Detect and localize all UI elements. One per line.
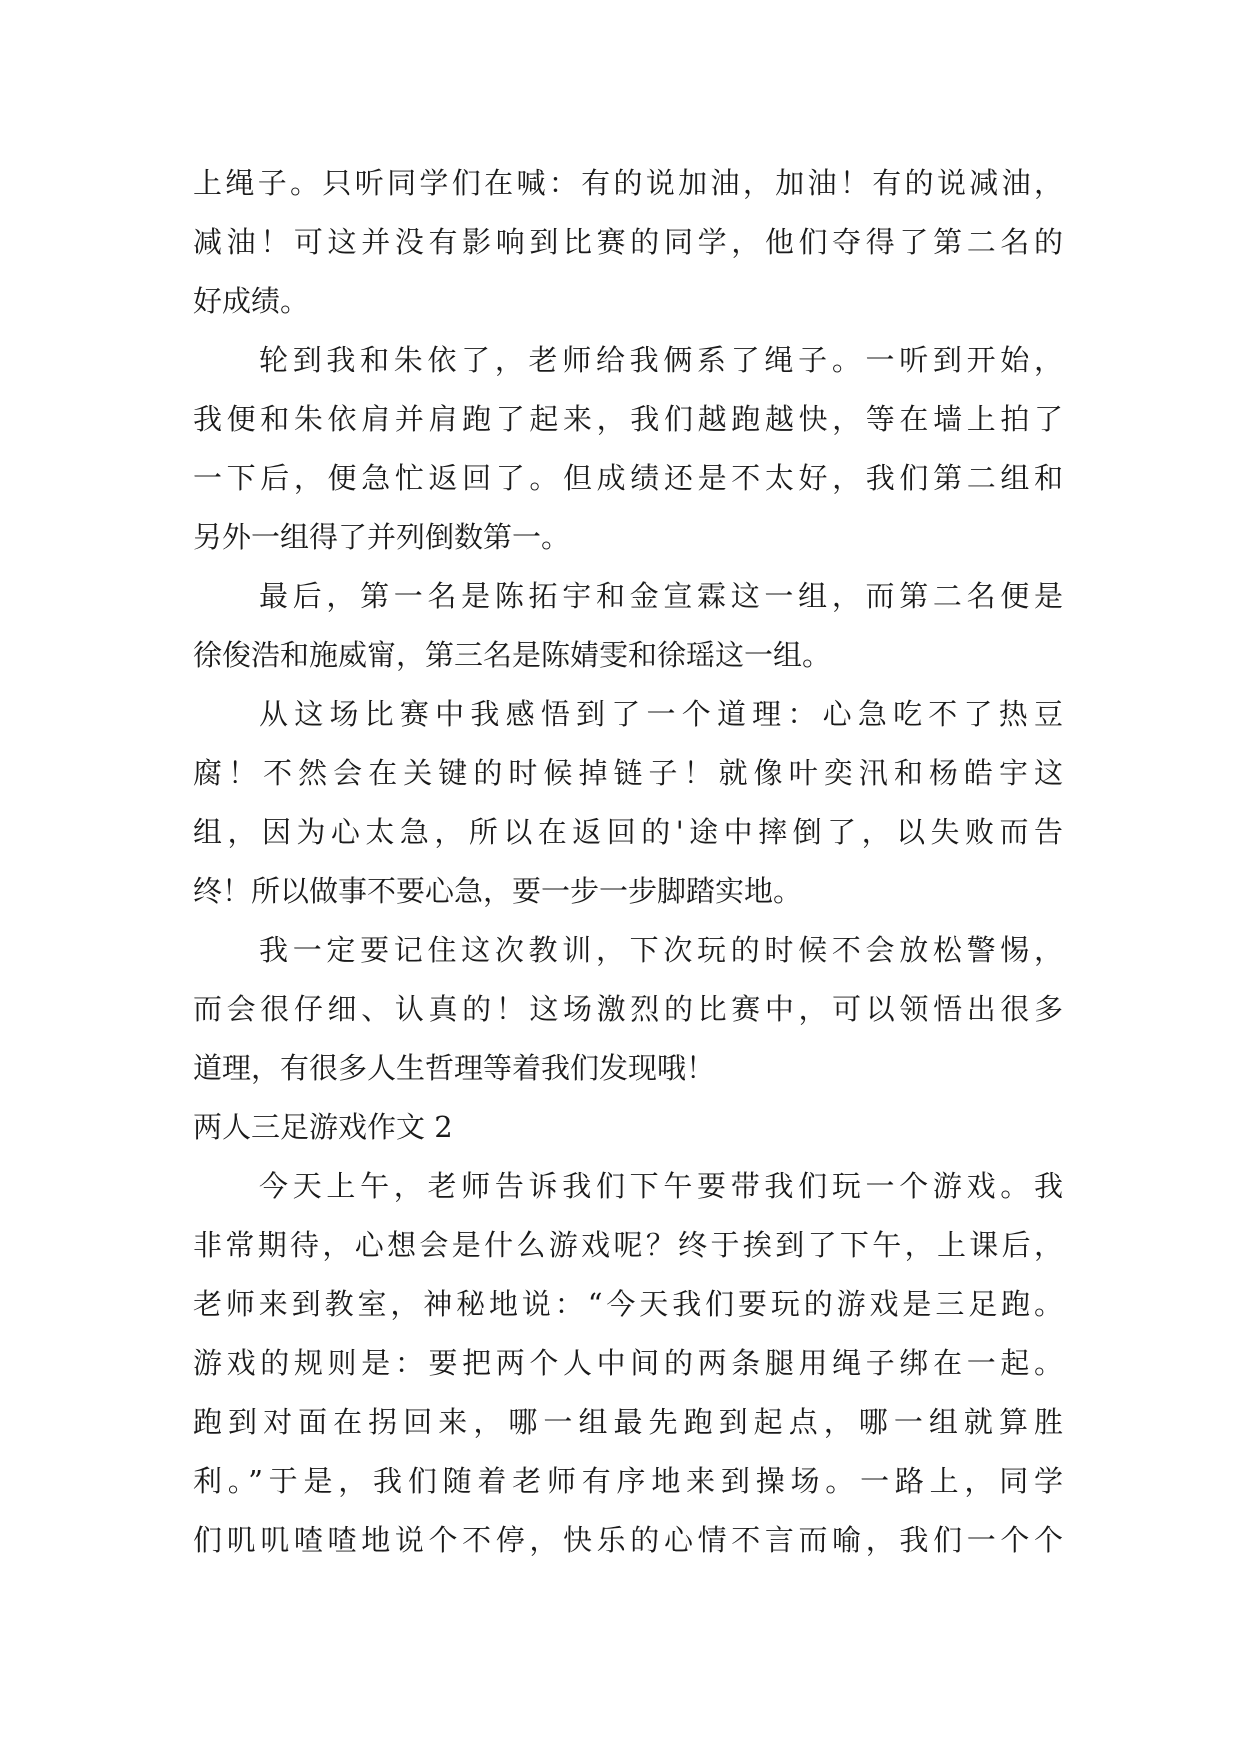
text-line: 减油！可这并没有影响到比赛的同学，他们夺得了第二名的 [193,225,1063,259]
text-line: 最后，第一名是陈拓宇和金宣霖这一组，而第二名便是 [259,579,1063,613]
text-line: 非常期待，心想会是什么游戏呢？终于挨到了下午，上课后， [193,1228,1063,1262]
document-body [193,154,1063,1570]
text-line: 一下后，便急忙返回了。但成绩还是不太好，我们第二组和 [193,461,1063,495]
text-line: 从这场比赛中我感悟到了一个道理：心急吃不了热豆 [259,697,1063,731]
text-line: 我便和朱依肩并肩跑了起来，我们越跑越快，等在墙上拍了 [193,402,1063,436]
text-line: 老师来到教室，神秘地说：“今天我们要玩的游戏是三足跑。 [193,1287,1063,1321]
paragraph [193,685,1063,921]
text-line: 好成绩。 [193,284,310,318]
text-line: 跑到对面在拐回来，哪一组最先跑到起点，哪一组就算胜 [193,1405,1063,1439]
text-line: 道理，有很多人生哲理等着我们发现哦！ [193,1051,716,1085]
text-line: 徐俊浩和施威甯，第三名是陈婧雯和徐瑶这一组。 [193,638,832,672]
text-line: 游戏的规则是：要把两个人中间的两条腿用绳子绑在一起。 [193,1346,1063,1380]
text-line: 另外一组得了并列倒数第一。 [193,520,571,554]
text-line: 腐！不然会在关键的时候掉链子！就像叶奕汛和杨皓宇这 [193,756,1063,790]
paragraph [193,921,1063,1098]
paragraph [193,331,1063,567]
paragraph [193,1157,1063,1570]
text-line: 组，因为心太急，所以在返回的'途中摔倒了，以失败而告 [193,815,1063,849]
text-line: 终！所以做事不要心急，要一步一步脚踏实地。 [193,874,803,908]
paragraph [193,154,1063,331]
text-line: 而会很仔细、认真的！这场激烈的比赛中，可以领悟出很多 [193,992,1063,1026]
text-line: 我一定要记住这次教训，下次玩的时候不会放松警惕， [259,933,1063,967]
section-heading: 两人三足游戏作文 2 [193,1110,453,1144]
paragraph [193,567,1063,685]
text-line: 上绳子。只听同学们在喊：有的说加油，加油！有的说减油， [193,166,1063,200]
text-line: 今天上午，老师告诉我们下午要带我们玩一个游戏。我 [259,1169,1063,1203]
text-line: 利。”于是，我们随着老师有序地来到操场。一路上，同学 [193,1464,1063,1498]
text-line: 们叽叽喳喳地说个不停，快乐的心情不言而喻，我们一个个 [193,1523,1063,1557]
text-line: 轮到我和朱依了，老师给我俩系了绳子。一听到开始， [259,343,1063,377]
